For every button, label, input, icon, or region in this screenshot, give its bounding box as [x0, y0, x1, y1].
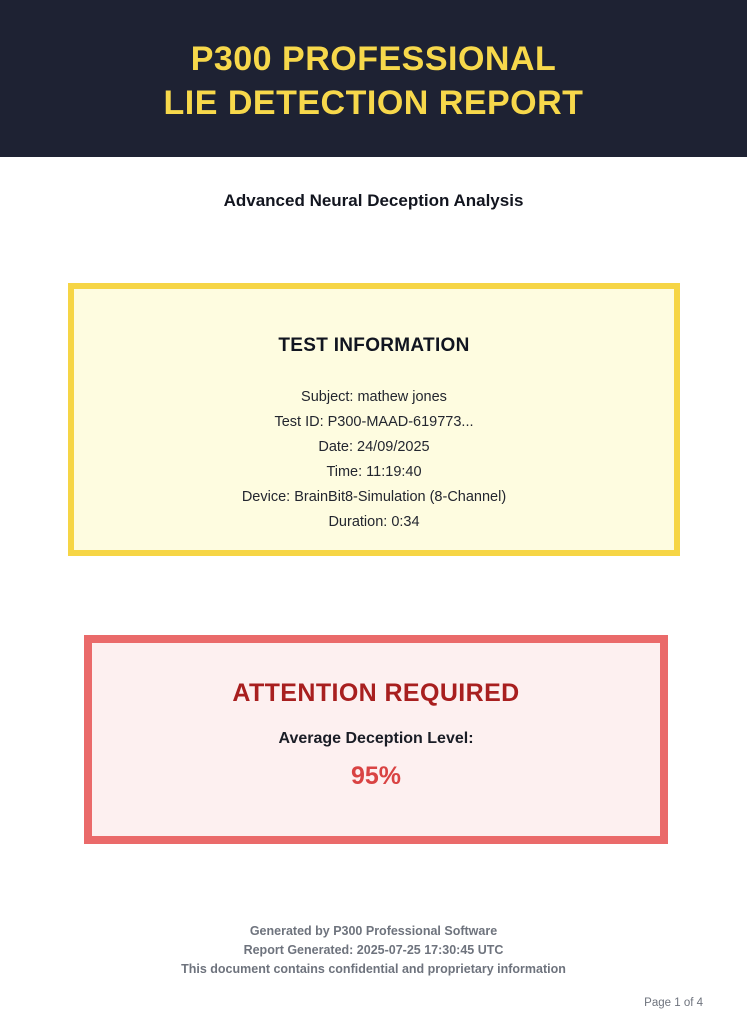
attention-required-panel [84, 635, 668, 844]
test-information-panel [68, 283, 680, 556]
test-information-heading: TEST INFORMATION [278, 335, 470, 356]
test-info-test-id: Test ID: P300-MAAD-619773... [274, 414, 474, 430]
footer-generated-timestamp: Report Generated: 2025-07-25 17:30:45 UTC [243, 943, 504, 957]
report-header-banner [0, 0, 747, 157]
test-info-duration: Duration: 0:34 [328, 514, 420, 530]
page-number: Page 1 of 4 [644, 997, 703, 1009]
test-info-subject: Subject: mathew jones [301, 389, 447, 405]
report-footer [0, 922, 747, 979]
test-info-time: Time: 11:19:40 [326, 464, 422, 480]
footer-generated-by: Generated by P300 Professional Software [249, 924, 498, 938]
report-subtitle: Advanced Neural Deception Analysis [223, 191, 524, 210]
alert-title: ATTENTION REQUIRED [232, 679, 520, 707]
footer-confidentiality-notice: This document contains confidential and proprietary information [181, 962, 566, 976]
test-information-list [242, 385, 506, 535]
average-deception-level-label: Average Deception Level: [278, 730, 474, 747]
report-title-line-2: LIE DETECTION REPORT [163, 83, 584, 122]
report-title-line-1: P300 PROFESSIONAL [190, 39, 557, 78]
average-deception-level-value: 95% [350, 762, 402, 790]
test-info-date: Date: 24/09/2025 [318, 439, 430, 455]
test-info-device: Device: BrainBit8-Simulation (8-Channel) [241, 489, 507, 505]
